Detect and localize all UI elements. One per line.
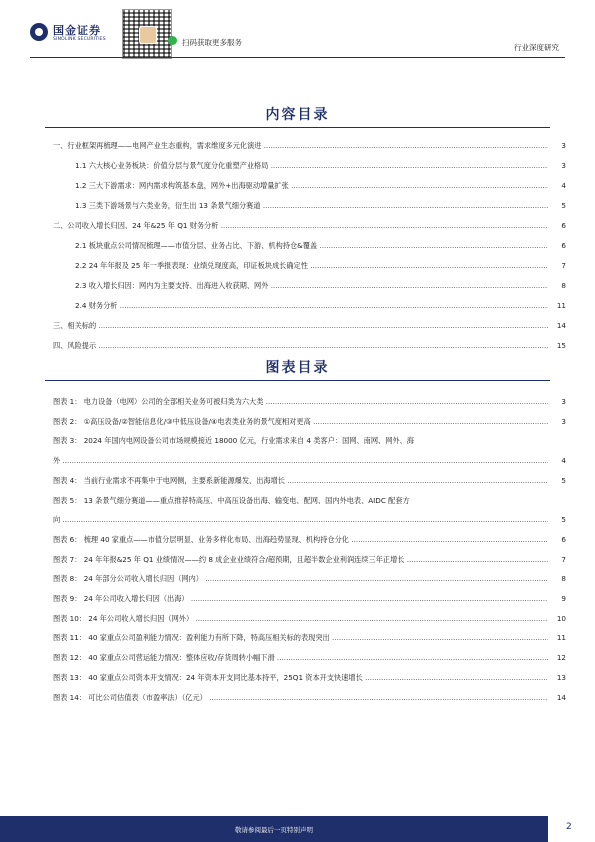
figure-entry[interactable] (53, 554, 566, 566)
toc-entry-text: 三、相关标的 ..... (53, 320, 548, 332)
figure-entry-page: 14 (550, 692, 566, 704)
figure-entry-page: 5 (550, 514, 566, 526)
figure-entry-text: 图表 6： 梳理 40 家重点——市值分层明显、业务多样化布局、出海趋势显现、机构持仓分化 ..... (53, 534, 548, 546)
toc-entry-text: 1.2 三大下游需求：网内需求构筑基本盘，网外+出海驱动增量扩张 ..... (75, 180, 548, 192)
toc-entry-text: 一、行业框架再梳理——电网产业生态重构，需求维度多元化演进 ..... (53, 140, 548, 152)
figure-entry-text: 向 ..... (53, 514, 548, 526)
toc-entry-page: 3 (550, 160, 566, 172)
toc-title-divider (45, 127, 550, 128)
figure-entry[interactable] (53, 435, 566, 447)
figure-entry-page: 13 (550, 672, 566, 684)
figure-entry-text: 图表 10： 24 年公司收入增长归因（网外） ..... (53, 613, 548, 625)
toc-entry-text: 2.1 板块重点公司情况梳理——市值分层、业务占比、下游、机构持仓&覆盖 ..... (75, 240, 548, 252)
toc-entry-page: 11 (550, 300, 566, 312)
figure-entry[interactable] (53, 692, 566, 704)
figure-list-title: 图表目录 (265, 360, 330, 376)
figure-entry-text: 图表 12： 40 家重点公司营运能力情况：整体应收/存货周转小幅下滑 ..... (53, 652, 548, 664)
toc-entry-page: 15 (550, 340, 566, 352)
figure-entry-page: 3 (550, 396, 566, 408)
header-divider (30, 57, 565, 58)
toc-entry-text: 2.2 24 年年报及 25 年一季报表现：业绩兑现度高，印证板块成长确定性 ..... (75, 260, 548, 272)
figure-title-divider (45, 380, 550, 381)
figure-entry-text: 图表 13： 40 家重点公司资本开支情况：24 年资本开支同比基本持平，25Q1 资本开支快速增长 ..... (53, 672, 548, 684)
toc-entry-page: 6 (550, 240, 566, 252)
logo-icon (30, 23, 48, 41)
figure-entry-text: 图表 7： 24 年年报&25 年 Q1 业绩情况——约 8 成企业业绩符合/超预期，且超半数企业利润连续三年正增长 ..... (53, 554, 548, 566)
wechat-icon (168, 36, 177, 45)
page-header (0, 0, 595, 62)
figure-entry[interactable] (53, 416, 566, 428)
toc-entry[interactable] (53, 180, 566, 192)
toc-entry[interactable] (53, 260, 566, 272)
figure-entry-page: 6 (550, 534, 566, 546)
toc-entry-text: 2.3 收入增长归因：网内为主要支持、出海进入收获期、网外 ..... (75, 280, 548, 292)
figure-entry[interactable] (53, 613, 566, 625)
figure-entry[interactable] (53, 534, 566, 546)
figure-entry-page: 9 (550, 593, 566, 605)
logo-name-cn: 国金证券 (53, 24, 101, 37)
figure-entry-page: 7 (550, 554, 566, 566)
figure-entry[interactable] (53, 475, 566, 487)
qr-code-icon[interactable] (122, 9, 172, 59)
toc-entry[interactable] (53, 320, 566, 332)
footer-disclaimer[interactable]: 敬请参阅最后一页特别声明 (235, 826, 313, 834)
toc-entry-page: 7 (550, 260, 566, 272)
figure-entry-text: 图表 2： ①高压设备/②智能信息化/③中低压设备/④电表类业务的景气度相对更高 ..... (53, 416, 548, 428)
figure-entry-text: 外 ..... (53, 455, 548, 467)
document-type: 行业深度研究 (514, 43, 559, 52)
figure-entry[interactable] (53, 593, 566, 605)
figure-entry-text: 图表 1： 电力设备（电网）公司的全部相关业务可被归类为六大类 ..... (53, 396, 548, 408)
toc-entry-page: 6 (550, 220, 566, 232)
toc-entry-text: 2.4 财务分析 ..... (75, 300, 548, 312)
figure-entry-text: 图表 14： 可比公司估值表（市盈率法）（亿元） ..... (53, 692, 548, 704)
figure-entry-page: 4 (550, 455, 566, 467)
toc-entry[interactable] (53, 340, 566, 352)
toc-entry[interactable] (53, 300, 566, 312)
toc-entry-page: 14 (550, 320, 566, 332)
page-number: 2 (566, 822, 572, 832)
toc-entry-page: 5 (550, 200, 566, 212)
toc-entry-text: 四、风险提示 ..... (53, 340, 548, 352)
figure-entry[interactable] (53, 573, 566, 585)
toc-entry-text: 1.3 三类下游场景与六类业务，衍生出 13 条景气细分赛道 ..... (75, 200, 548, 212)
figure-entry-continuation[interactable] (53, 455, 566, 467)
toc-entry[interactable] (53, 240, 566, 252)
figure-entry-text: 图表 11： 40 家重点公司盈利能力情况：盈利能力有所下降，特高压相关标的表现突出 ..... (53, 632, 548, 644)
toc-entry-page: 3 (550, 140, 566, 152)
toc-entry-text: 1.1 六大核心业务板块：价值分层与景气度分化重塑产业格局 ..... (75, 160, 548, 172)
toc-entry[interactable] (53, 220, 566, 232)
figure-entry-page: 10 (550, 613, 566, 625)
qr-caption: 扫码获取更多服务 (182, 38, 242, 47)
figure-entry[interactable] (53, 672, 566, 684)
figure-entry-continuation[interactable] (53, 514, 566, 526)
logo-name-en: SINOLINK SECURITIES (53, 37, 106, 42)
toc-entry[interactable] (53, 200, 566, 212)
figure-entry-text: 图表 9： 24 年公司收入增长归因（出海） ..... (53, 593, 548, 605)
toc-entry-page: 8 (550, 280, 566, 292)
figure-entry-text: 图表 8： 24 年部分公司收入增长归因（网内） ..... (53, 573, 548, 585)
toc-entry[interactable] (53, 280, 566, 292)
figure-entry[interactable] (53, 632, 566, 644)
toc-entry[interactable] (53, 140, 566, 152)
figure-entry-text: 图表 5： 13 条景气细分赛道——重点推荐特高压、中高压设备出海、输变电、配网、国内外电表、AIDC 配套方 (53, 495, 410, 505)
figure-entry-page: 3 (550, 416, 566, 428)
figure-entry[interactable] (53, 396, 566, 408)
figure-entry[interactable] (53, 652, 566, 664)
figure-entry-page: 12 (550, 652, 566, 664)
figure-entry[interactable] (53, 495, 566, 507)
figure-entry-page: 11 (550, 632, 566, 644)
figure-entry-page: 5 (550, 475, 566, 487)
figure-entry-page: 8 (550, 573, 566, 585)
toc-title: 内容目录 (265, 107, 330, 123)
toc-entry[interactable] (53, 160, 566, 172)
toc-entry-text: 二、公司收入增长归因、24 年&25 年 Q1 财务分析 ..... (53, 220, 548, 232)
figure-entry-text: 图表 4： 当前行业需求不再集中于电网侧，主要系新能源爆发、出海增长 ..... (53, 475, 548, 487)
figure-entry-text: 图表 3： 2024 年国内电网设备公司市场规模接近 18000 亿元，行业需求来自 4 类客户：国网、南网、网外、海 (53, 436, 414, 446)
toc-entry-page: 4 (550, 180, 566, 192)
